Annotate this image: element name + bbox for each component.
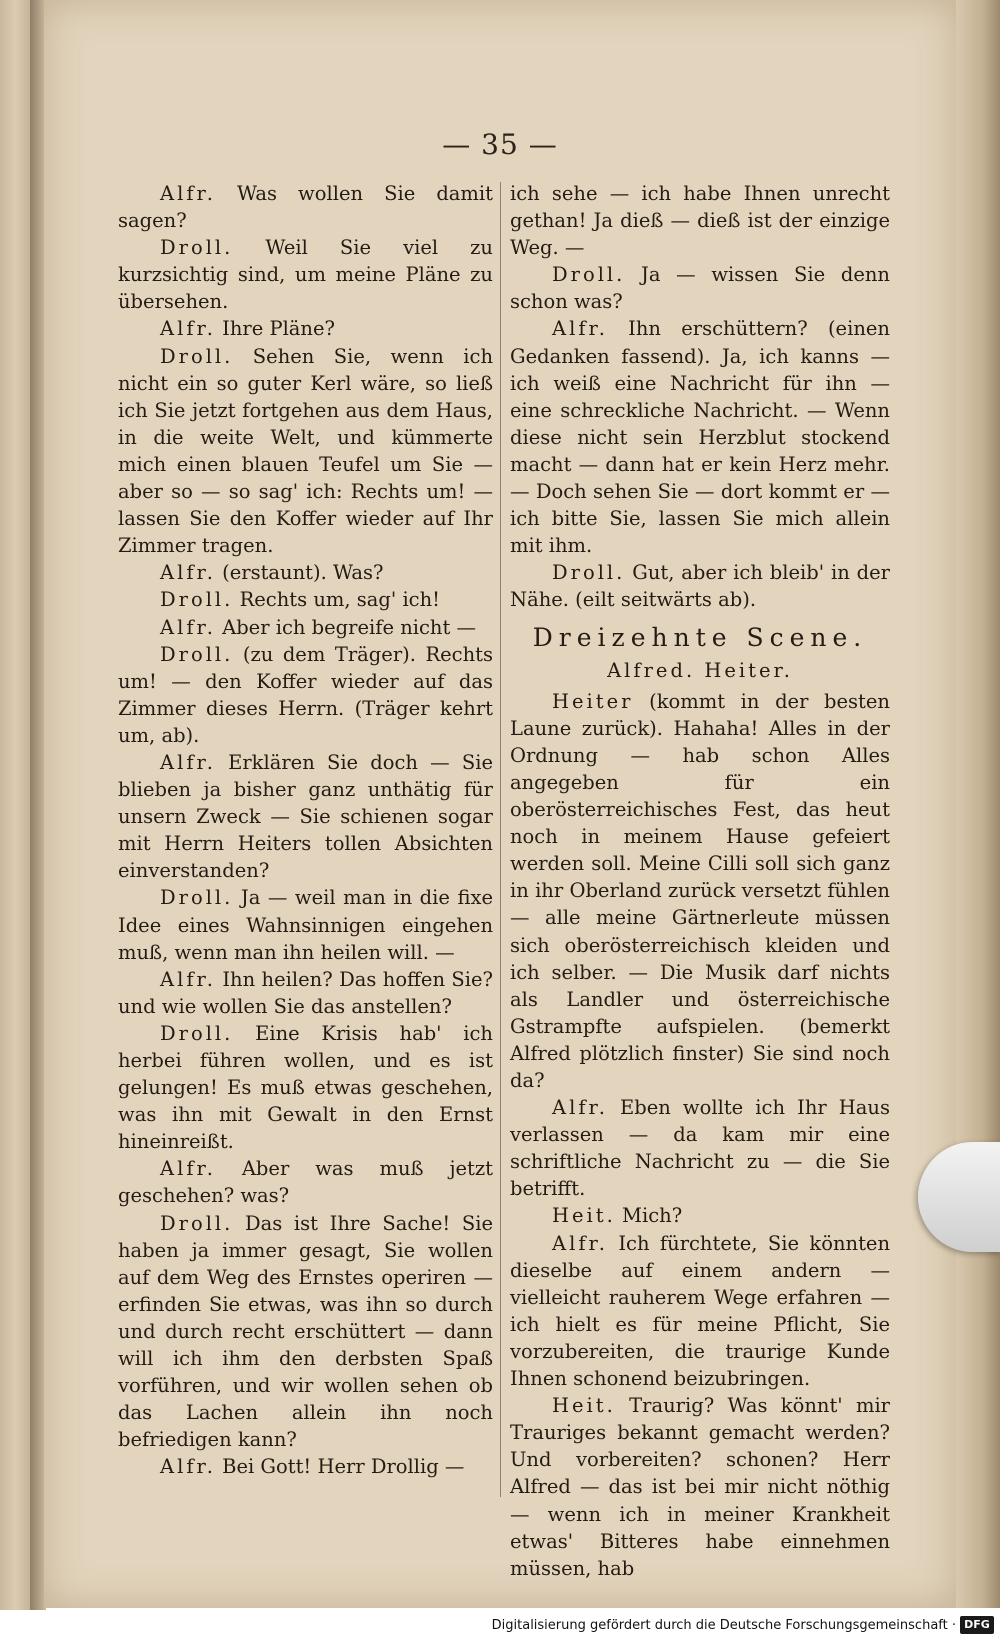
paragraph <box>118 1155 493 1209</box>
paragraph <box>118 749 493 884</box>
paragraph <box>510 1392 890 1582</box>
speech: Was wollen Sie damit sagen? <box>118 182 493 233</box>
column-divider <box>500 182 501 1497</box>
speaker: Heit. <box>552 1394 616 1418</box>
speech: (erstaunt). Was? <box>215 561 384 585</box>
speech: Ja — weil man in die fixe Idee eines Wahnsinnigen eingehen muß, wenn man ihn heilen will. — <box>118 886 493 964</box>
paragraph <box>510 688 890 1094</box>
right-column <box>510 180 890 1582</box>
paragraph <box>510 180 890 261</box>
paragraph <box>118 315 493 342</box>
right-page-edge <box>956 0 1000 1608</box>
paragraph <box>510 1202 890 1229</box>
speech: (zu dem Träger). Rechts um! — den Koffer wieder auf das Zimmer dieses Herrn. (Träger kehrt um, ab). <box>118 642 493 747</box>
speech: Das ist Ihre Sache! Sie haben ja immer gesagt, Sie wollen auf dem Weg des Ernstes operiren — erfinden Sie etwas, was ihn so durch und durch recht erschüttert — dann will ich ihm den derbsten Spaß vorführen, und wir wollen sehen ob das Lachen allein ihn noch befriedigen kann? <box>118 1211 493 1452</box>
paragraph <box>510 261 890 315</box>
speaker: Droll. <box>160 1021 234 1045</box>
speech: Mich? <box>615 1204 683 1228</box>
paragraph <box>118 1020 493 1155</box>
speaker: Droll. <box>160 642 234 666</box>
speaker: Alfr. <box>160 750 216 774</box>
speech: Ihre Pläne? <box>215 317 335 341</box>
paragraph <box>118 343 493 560</box>
speaker: Droll. <box>160 1211 234 1235</box>
speech: Bei Gott! Herr Drollig — <box>215 1455 465 1479</box>
speaker: Alfr. <box>552 1231 608 1255</box>
speech: Ihn heilen? Das hoffen Sie? und wie wollen Sie das anstellen? <box>118 967 493 1018</box>
speech: Ich fürchtete, Sie könnten dieselbe auf einem andern — vielleicht rauherem Wege erfahren — ich hielt es für meine Pflicht, Sie vorzubereiten, die traurige Kunde Ihnen schonend beizubringen. <box>510 1231 890 1391</box>
paragraph <box>118 966 493 1020</box>
speaker: Droll. <box>552 561 626 585</box>
speech: Rechts um, sag' ich! <box>233 588 440 612</box>
paragraph <box>510 315 890 559</box>
speech: Eben wollte ich Ihr Haus verlassen — da kam mir eine schriftliche Nachricht zu — die Sie betrifft. <box>510 1096 890 1201</box>
speech: Eine Krisis hab' ich herbei führen wollen, und es ist gelungen! Es muß etwas geschehen, was ihn mit Gewalt in den Ernst hineinreißt. <box>118 1021 493 1154</box>
left-page-edge <box>0 0 34 1641</box>
speaker: Alfr. <box>160 317 216 341</box>
paragraph <box>118 884 493 965</box>
paragraph <box>510 1230 890 1393</box>
dfg-logo: DFG <box>960 1616 994 1634</box>
paragraph <box>118 180 493 234</box>
paragraph <box>510 1094 890 1202</box>
speech: Ja — wissen Sie denn schon was? <box>510 263 890 314</box>
speaker: Alfr. <box>160 1455 216 1479</box>
paragraph <box>118 234 493 315</box>
speaker: Droll. <box>160 886 234 910</box>
speaker: Alfr. <box>160 967 216 991</box>
paragraph <box>510 559 890 613</box>
speech: Traurig? Was könnt' mir Trauriges bekannt gemacht werden? Und vorbereiten? schonen? Herr Alfred — das ist bei mir nicht nöthig — wenn ich in meiner Krankheit etwas' Bitteres habe einnehmen müssen, hab <box>510 1394 890 1580</box>
speaker: Alfr. <box>160 1157 216 1181</box>
speaker: Alfr. <box>160 561 216 585</box>
left-column <box>118 180 493 1481</box>
speaker: Heiter <box>552 689 634 713</box>
scene-persons: Alfred. Heiter. <box>607 658 793 682</box>
paragraph <box>118 1453 493 1480</box>
speaker: Alfr. <box>160 615 216 639</box>
speech: (kommt in der besten Laune zurück). Hahaha! Alles in der Ordnung — hab schon Alles angegeben für ein oberösterreichisches Fest, das heut noch in meinem Hause gefeiert werden soll. Meine Cilli soll sich ganz in ihr Oberland zurück versetzt fühlen — alle meine Gärtnerleute müssen sich oberösterreichisch kleiden und ich selber. — Die Musik darf nichts als Landler und österreichische Gstrampfte aufspielen. (bemerkt Alfred plötzlich finster) Sie sind noch da? <box>510 689 890 1092</box>
speaker: Droll. <box>160 588 234 612</box>
paragraph <box>118 559 493 586</box>
speech: Sehen Sie, wenn ich nicht ein so guter Kerl wäre, so ließ ich Sie jetzt fortgehen aus dem Haus, in die weite Welt, und kümmerte mich einen blauen Teufel um Sie — aber so — so sag' ich: Rechts um! — lassen Sie den Koffer wieder auf Ihr Zimmer tragen. <box>118 344 493 558</box>
footer-bar <box>0 1610 1000 1641</box>
speech: Gut, aber ich bleib' in der Nähe. (eilt seitwärts ab). <box>510 561 890 612</box>
speaker: Alfr. <box>552 317 608 341</box>
speech: Erklären Sie doch — Sie blieben ja bisher ganz unthätig für unsern Zweck — Sie schienen sogar mit Herrn Heiters tollen Absichten einverstanden? <box>118 750 493 883</box>
paragraph <box>118 641 493 749</box>
page-number: — 35 — <box>442 128 558 161</box>
speech: Ihn erschüttern? (einen Gedanken fassend). Ja, ich kanns — ich weiß eine Nachricht für ihn — eine schreckliche Nachricht. — Wenn diese nicht sein Herzblut stockend macht — dann hat er kein Herz mehr. — Doch sehen Sie — dort kommt er — ich bitte Sie, lassen Sie mich allein mit ihm. <box>510 317 890 558</box>
speech: Aber was muß jetzt geschehen? was? <box>118 1157 493 1208</box>
speaker: Alfr. <box>160 182 216 205</box>
speaker: Heit. <box>552 1204 616 1228</box>
speaker: Droll. <box>160 236 234 260</box>
scene-title: Dreizehnte Scene. <box>532 622 868 652</box>
speaker: Alfr. <box>552 1096 608 1120</box>
speech: Aber ich begreife nicht — <box>215 615 477 639</box>
paragraph <box>118 614 493 641</box>
footer-credit: Digitalisierung gefördert durch die Deutsche Forschungsgemeinschaft · <box>491 1618 956 1633</box>
paragraph <box>118 1210 493 1454</box>
speaker: Droll. <box>160 344 234 368</box>
paragraph <box>118 586 493 613</box>
speech: ich sehe — ich habe Ihnen unrecht gethan! Ja dieß — dieß ist der einzige Weg. — <box>510 182 890 260</box>
speech: Weil Sie viel zu kurzsichtig sind, um meine Pläne zu übersehen. <box>118 236 493 314</box>
speaker: Droll. <box>552 263 626 287</box>
